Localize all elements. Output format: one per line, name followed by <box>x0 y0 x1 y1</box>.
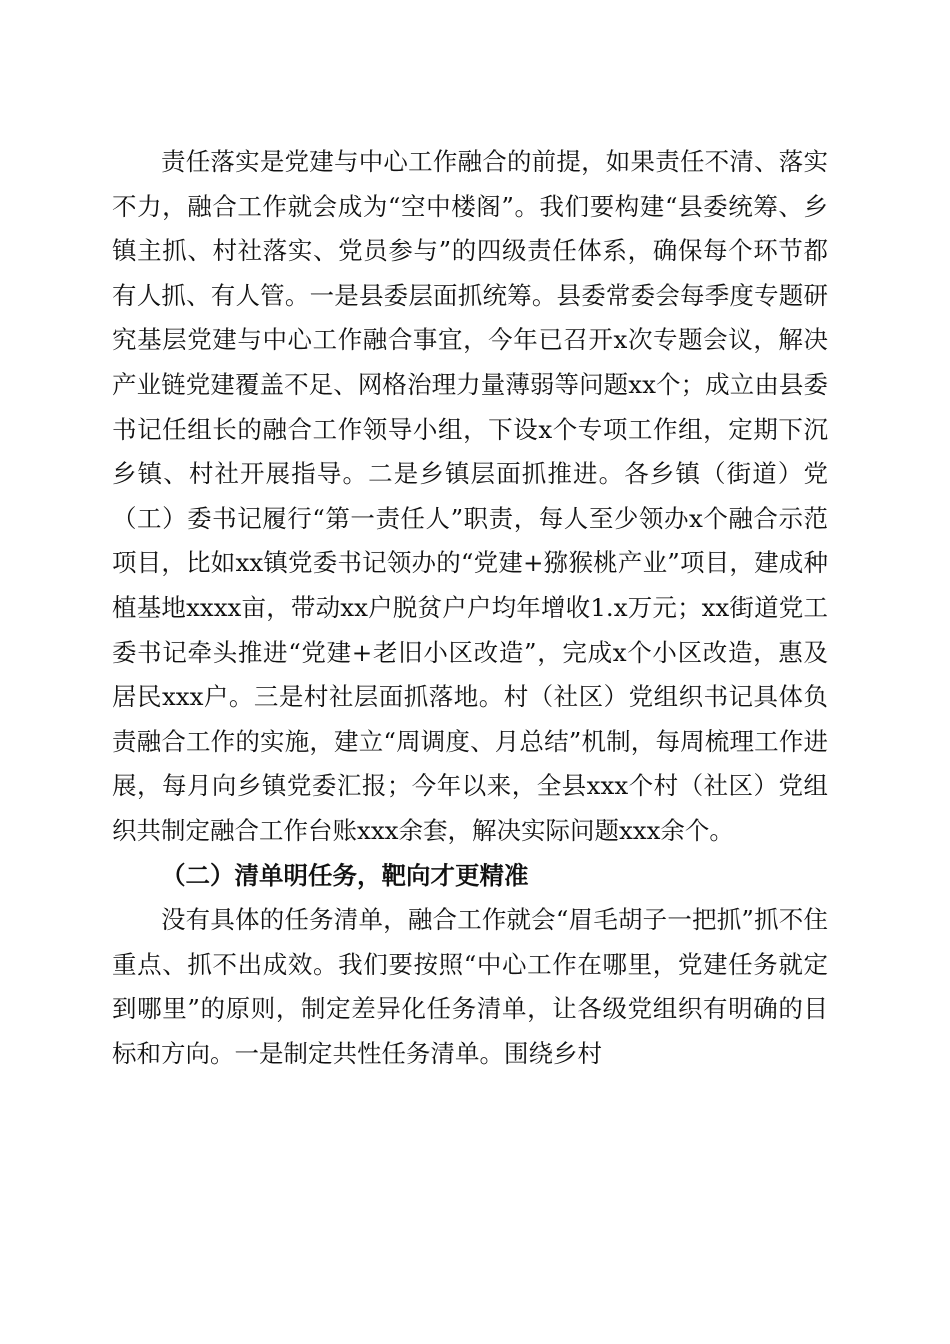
body-paragraph: 责任落实是党建与中心工作融合的前提，如果责任不清、落实不力，融合工作就会成为“空中楼阁”。我们要构建“县委统筹、乡镇主抓、村社落实、党员参与”的四级责任体系，确保每个环节都有人抓、有人管。一是县委层面抓统筹。县委常委会每季度专题研究基层党建与中心工作融合事宜，今年已召开x次专题会议，解决产业链党建覆盖不足、网格治理力量薄弱等问题xx个；成立由县委书记任组长的融合工作领导小组，下设x个专项工作组，定期下沉乡镇、村社开展指导。二是乡镇层面抓推进。各乡镇（街道）党（工）委书记履行“第一责任人”职责，每人至少领办x个融合示范项目，比如xx镇党委书记领办的“党建+猕猴桃产业”项目，建成种植基地xxxx亩，带动xx户脱贫户户均年增收1.x万元；xx街道党工委书记牵头推进“党建+老旧小区改造”，完成x个小区改造，惠及居民xxx户。三是村社层面抓落地。村（社区）党组织书记具体负责融合工作的实施，建立“周调度、月总结”机制，每周梳理工作进展，每月向乡镇党委汇报；今年以来，全县xxx个村（社区）党组织共制定融合工作台账xxx余套，解决实际问题xxx余个。 <box>112 147 828 845</box>
document-body <box>112 140 828 1076</box>
body-paragraph: 没有具体的任务清单，融合工作就会“眉毛胡子一把抓”抓不住重点、抓不出成效。我们要按照“中心工作在哪里，党建任务就定到哪里”的原则，制定差异化任务清单，让各级党组织有明确的目标和方向。一是制定共性任务清单。围绕乡村 <box>112 905 828 1068</box>
section-heading: （二）清单明任务，靶向才更精准 <box>161 860 529 890</box>
